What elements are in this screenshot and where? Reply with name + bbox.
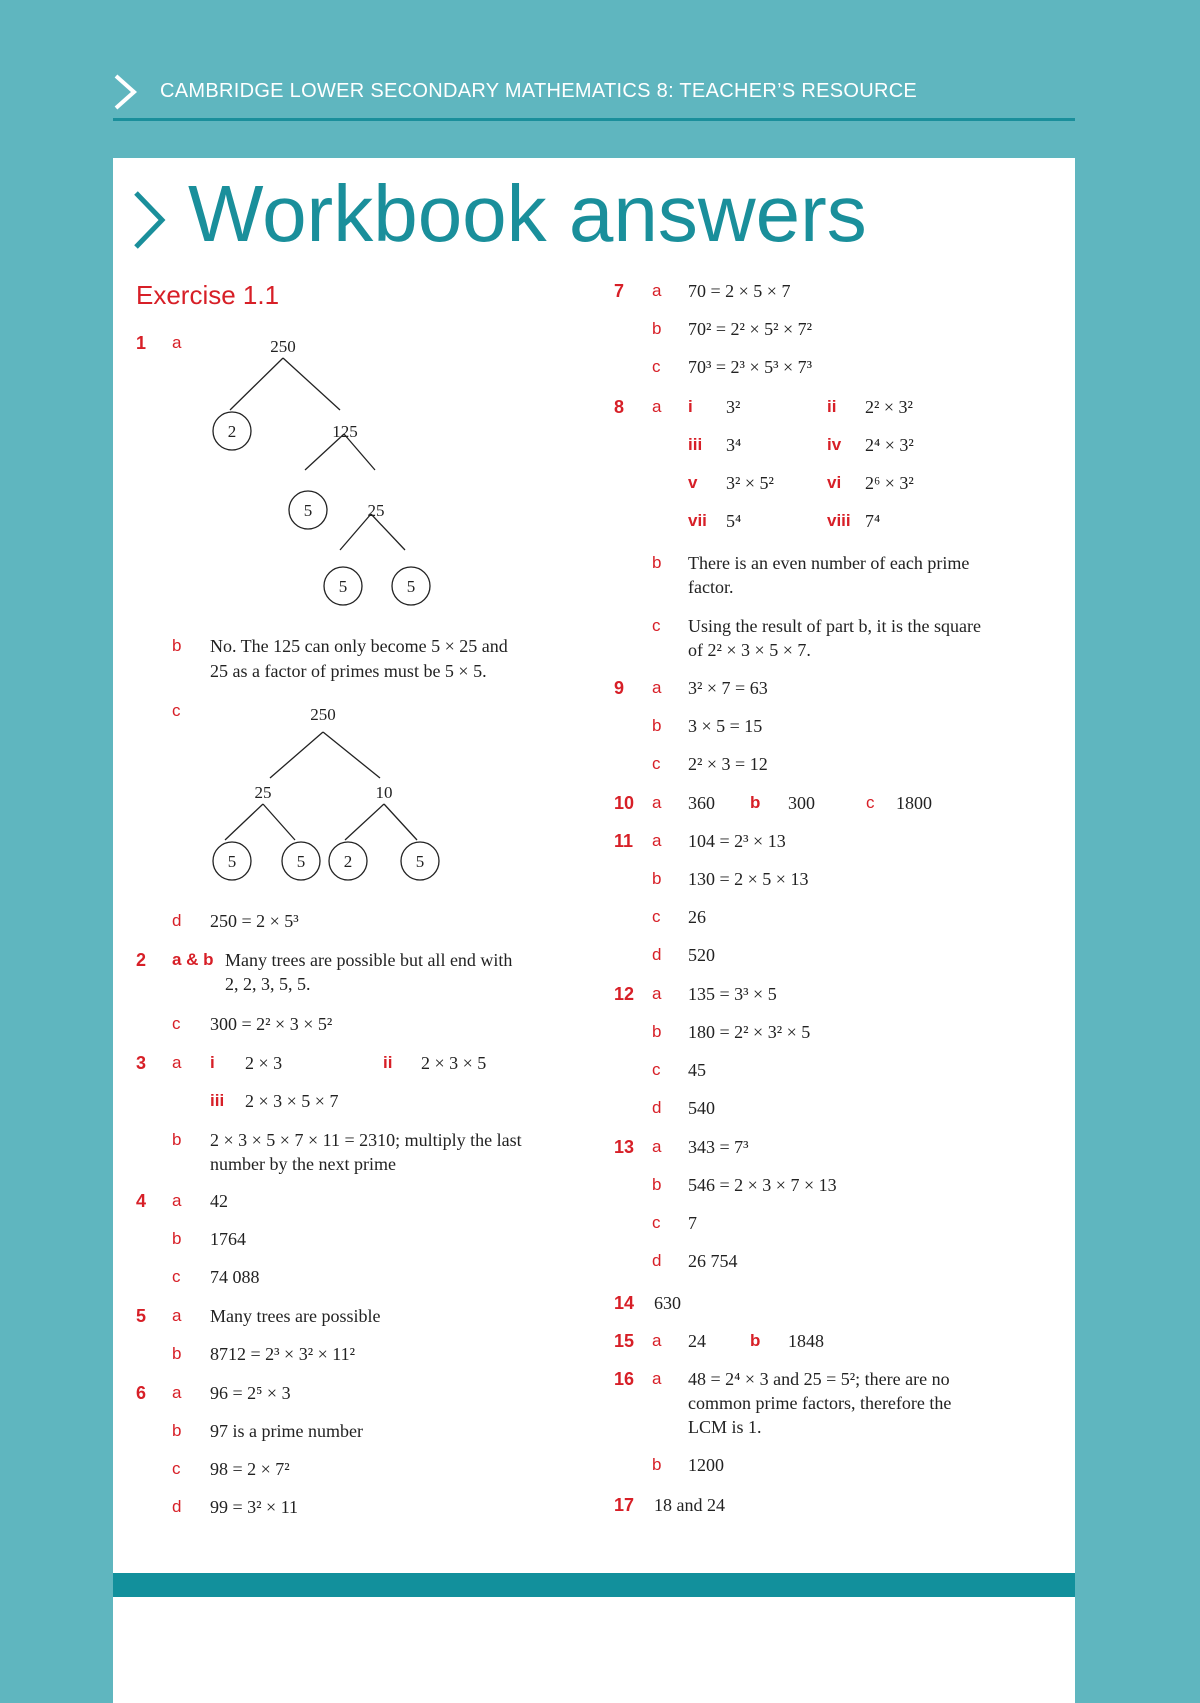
answer-text: 2, 2, 3, 5, 5.: [225, 974, 311, 994]
sub-part-label: i: [688, 397, 693, 416]
question-number: 17: [614, 1495, 635, 1515]
part-label: a: [172, 1306, 182, 1325]
part-label: b: [652, 869, 662, 888]
answer-text: 70³ = 2³ × 5³ × 7³: [688, 357, 813, 377]
answer-text: 546 = 2 × 3 × 7 × 13: [688, 1175, 837, 1195]
tree-node: 5: [338, 577, 348, 596]
part-label: c: [172, 1267, 181, 1286]
answer-text: 2 × 3: [245, 1053, 283, 1073]
answer-text: 26 754: [688, 1251, 738, 1271]
answer-text: 135 = 3³ × 5: [688, 984, 777, 1004]
answer-text: 1764: [210, 1229, 246, 1249]
tree-node: 2: [343, 852, 353, 871]
question-number: 16: [614, 1369, 635, 1389]
answer-text: 360: [688, 793, 715, 813]
question-number: 3: [136, 1053, 147, 1073]
question-number: 9: [614, 678, 625, 698]
factor-tree-1: [180, 330, 470, 620]
answer-text: No. The 125 can only become 5 × 25 and: [210, 636, 508, 656]
answer-text: Using the result of part b, it is the square: [688, 616, 981, 636]
answer-text: 3² × 5²: [726, 473, 774, 493]
answer-text: 96 = 2⁵ × 3: [210, 1383, 291, 1403]
part-label: a: [652, 984, 662, 1003]
part-label: c: [652, 1060, 661, 1079]
part-label: a: [652, 281, 662, 300]
part-label: c: [172, 701, 181, 720]
answer-text: 3² × 7 = 63: [688, 678, 768, 698]
part-label: d: [652, 1251, 662, 1270]
part-label: b: [750, 1331, 761, 1350]
part-label: a: [652, 678, 662, 697]
answer-text: 300 = 2² × 3 × 5²: [210, 1014, 333, 1034]
tree-node: 250: [270, 337, 296, 356]
part-label: b: [652, 1175, 662, 1194]
sub-part-label: viii: [827, 511, 851, 530]
answer-text: 540: [688, 1098, 715, 1118]
part-label: a: [652, 1137, 662, 1156]
part-label: a: [652, 831, 662, 850]
tree-node: 5: [303, 501, 313, 520]
part-label: c: [652, 907, 661, 926]
part-label: a: [652, 793, 662, 812]
part-label: c: [652, 754, 661, 773]
sub-part-label: vii: [688, 511, 707, 530]
answer-text: 2² × 3 = 12: [688, 754, 768, 774]
answer-text: 2⁴ × 3²: [865, 435, 914, 455]
sub-part-label: i: [210, 1053, 215, 1072]
part-label: d: [172, 911, 182, 930]
footer-copyright: Cambridge Lower Secondary Mathematics 8 – Byrd, Byrd & Pearce © Cambridge University Press 2021: [320, 1631, 989, 1647]
sub-part-label: iii: [210, 1091, 225, 1110]
answer-text: 24: [688, 1331, 706, 1351]
question-number: 8: [614, 397, 625, 417]
answer-text: 2⁶ × 3²: [865, 473, 914, 493]
page-number: 1: [115, 1630, 124, 1647]
part-label: a: [652, 1331, 662, 1350]
answer-text: 2 × 3 × 5 × 7: [245, 1091, 339, 1111]
part-label: c: [172, 1459, 181, 1478]
page-title: [130, 169, 867, 258]
part-label: c: [172, 1014, 181, 1033]
answer-text: LCM is 1.: [688, 1417, 762, 1437]
tree-node: 5: [406, 577, 416, 596]
part-label: a: [172, 1191, 182, 1210]
sub-part-label: iv: [827, 435, 842, 454]
answer-text: 42: [210, 1191, 228, 1211]
part-label: b: [652, 716, 662, 735]
sub-part-label: ii: [383, 1053, 393, 1072]
chevron-right-icon: [130, 187, 170, 253]
tree-node: 25: [254, 783, 272, 802]
answer-text: 2 × 3 × 5: [421, 1053, 487, 1073]
answer-text: 300: [788, 793, 815, 813]
question-number: 11: [614, 831, 634, 851]
part-label: b: [172, 1130, 182, 1149]
part-label: d: [652, 1098, 662, 1117]
page-title-text: Workbook answers: [188, 169, 867, 258]
question-number: 6: [136, 1383, 147, 1403]
question-number: 7: [614, 281, 625, 301]
part-label: a: [652, 397, 662, 416]
answer-text: 99 = 3² × 11: [210, 1497, 299, 1517]
sub-part-label: vi: [827, 473, 842, 492]
answer-text: 2 × 3 × 5 × 7 × 11 = 2310; multiply the last: [210, 1130, 522, 1150]
part-label: c: [652, 357, 661, 376]
question-number: 2: [136, 950, 147, 970]
part-label: b: [652, 1455, 662, 1474]
answer-text: 25 as a factor of primes must be 5 × 5.: [210, 661, 487, 681]
answer-text: 7⁴: [865, 511, 881, 531]
tree-node: 2: [227, 422, 237, 441]
answer-text: common prime factors, therefore the: [688, 1393, 952, 1413]
question-number: 10: [614, 793, 635, 813]
answer-text: 2² × 3²: [865, 397, 913, 417]
sub-part-label: iii: [688, 435, 703, 454]
answer-text: 630: [654, 1293, 681, 1313]
answer-text: 5⁴: [726, 511, 742, 531]
question-number: 4: [136, 1191, 147, 1211]
chevron-right-icon: [160, 1622, 182, 1656]
question-number: 13: [614, 1137, 635, 1157]
header-divider: [113, 118, 1075, 121]
answer-text: 3²: [726, 397, 741, 417]
answer-text: 98 = 2 × 7²: [210, 1459, 290, 1479]
part-label: b: [750, 793, 761, 812]
question-number: 5: [136, 1306, 147, 1326]
answer-text: 1848: [788, 1331, 824, 1351]
answer-text: 104 = 2³ × 13: [688, 831, 786, 851]
tree-node: 5: [296, 852, 306, 871]
part-label: c: [866, 793, 875, 812]
part-label: d: [652, 945, 662, 964]
answer-text: 1200: [688, 1455, 724, 1475]
question-number: 12: [614, 984, 635, 1004]
part-label: a: [172, 1383, 182, 1402]
answer-text: Many trees are possible: [210, 1306, 381, 1326]
part-label: a: [172, 333, 182, 352]
answer-text: 45: [688, 1060, 706, 1080]
tree-node: 5: [227, 852, 237, 871]
part-label: b: [652, 319, 662, 338]
tree-node: 125: [332, 422, 358, 441]
answer-text: 250 = 2 × 5³: [210, 911, 299, 931]
answer-text: 7: [688, 1213, 697, 1233]
answer-text: 520: [688, 945, 715, 965]
answer-text: 26: [688, 907, 706, 927]
answer-text: 74 088: [210, 1267, 260, 1287]
part-label: b: [652, 553, 662, 572]
answer-text: 8712 = 2³ × 3² × 11²: [210, 1344, 355, 1364]
part-label: c: [652, 616, 661, 635]
sub-part-label: ii: [827, 397, 837, 416]
tree-node: 5: [415, 852, 425, 871]
question-number: 14: [614, 1293, 635, 1313]
part-label: b: [652, 1022, 662, 1041]
part-label: a: [652, 1369, 662, 1388]
tree-node: 10: [375, 783, 393, 802]
question-number: 1: [136, 333, 147, 353]
answer-text: Many trees are possible but all end with: [225, 950, 513, 970]
answer-text: 70 = 2 × 5 × 7: [688, 281, 791, 301]
question-number: 15: [614, 1331, 635, 1351]
part-label: a: [172, 1053, 182, 1072]
answer-text: 1800: [896, 793, 932, 813]
factor-tree-2: [195, 700, 455, 890]
answer-text: of 2² × 3 × 5 × 7.: [688, 640, 811, 660]
part-label: b: [172, 636, 182, 655]
footer-bar: [113, 1573, 1075, 1597]
answer-text: factor.: [688, 577, 734, 597]
part-label: c: [652, 1213, 661, 1232]
tree-node: 250: [310, 705, 336, 724]
answer-text: 343 = 7³: [688, 1137, 749, 1157]
tree-node: 25: [367, 501, 385, 520]
answer-text: 180 = 2² × 3² × 5: [688, 1022, 811, 1042]
part-label: b: [172, 1229, 182, 1248]
answer-text: 3 × 5 = 15: [688, 716, 763, 736]
sub-part-label: v: [688, 473, 698, 492]
answer-text: number by the next prime: [210, 1154, 396, 1174]
part-label: a & b: [172, 950, 214, 969]
answer-text: 97 is a prime number: [210, 1421, 363, 1441]
answer-text: 18 and 24: [654, 1495, 725, 1515]
answer-text: There is an even number of each prime: [688, 553, 970, 573]
answer-text: 3⁴: [726, 435, 742, 455]
answer-text: 130 = 2 × 5 × 13: [688, 869, 809, 889]
chevron-right-icon: [110, 72, 140, 112]
answer-text: 70² = 2² × 5² × 7²: [688, 319, 813, 339]
part-label: b: [172, 1344, 182, 1363]
part-label: d: [172, 1497, 182, 1516]
header-title: CAMBRIDGE LOWER SECONDARY MATHEMATICS 8: TEACHER’S RESOURCE: [160, 80, 918, 102]
part-label: b: [172, 1421, 182, 1440]
answer-text: 48 = 2⁴ × 3 and 25 = 5²; there are no: [688, 1369, 950, 1389]
exercise-title: Exercise 1.1: [136, 280, 280, 310]
